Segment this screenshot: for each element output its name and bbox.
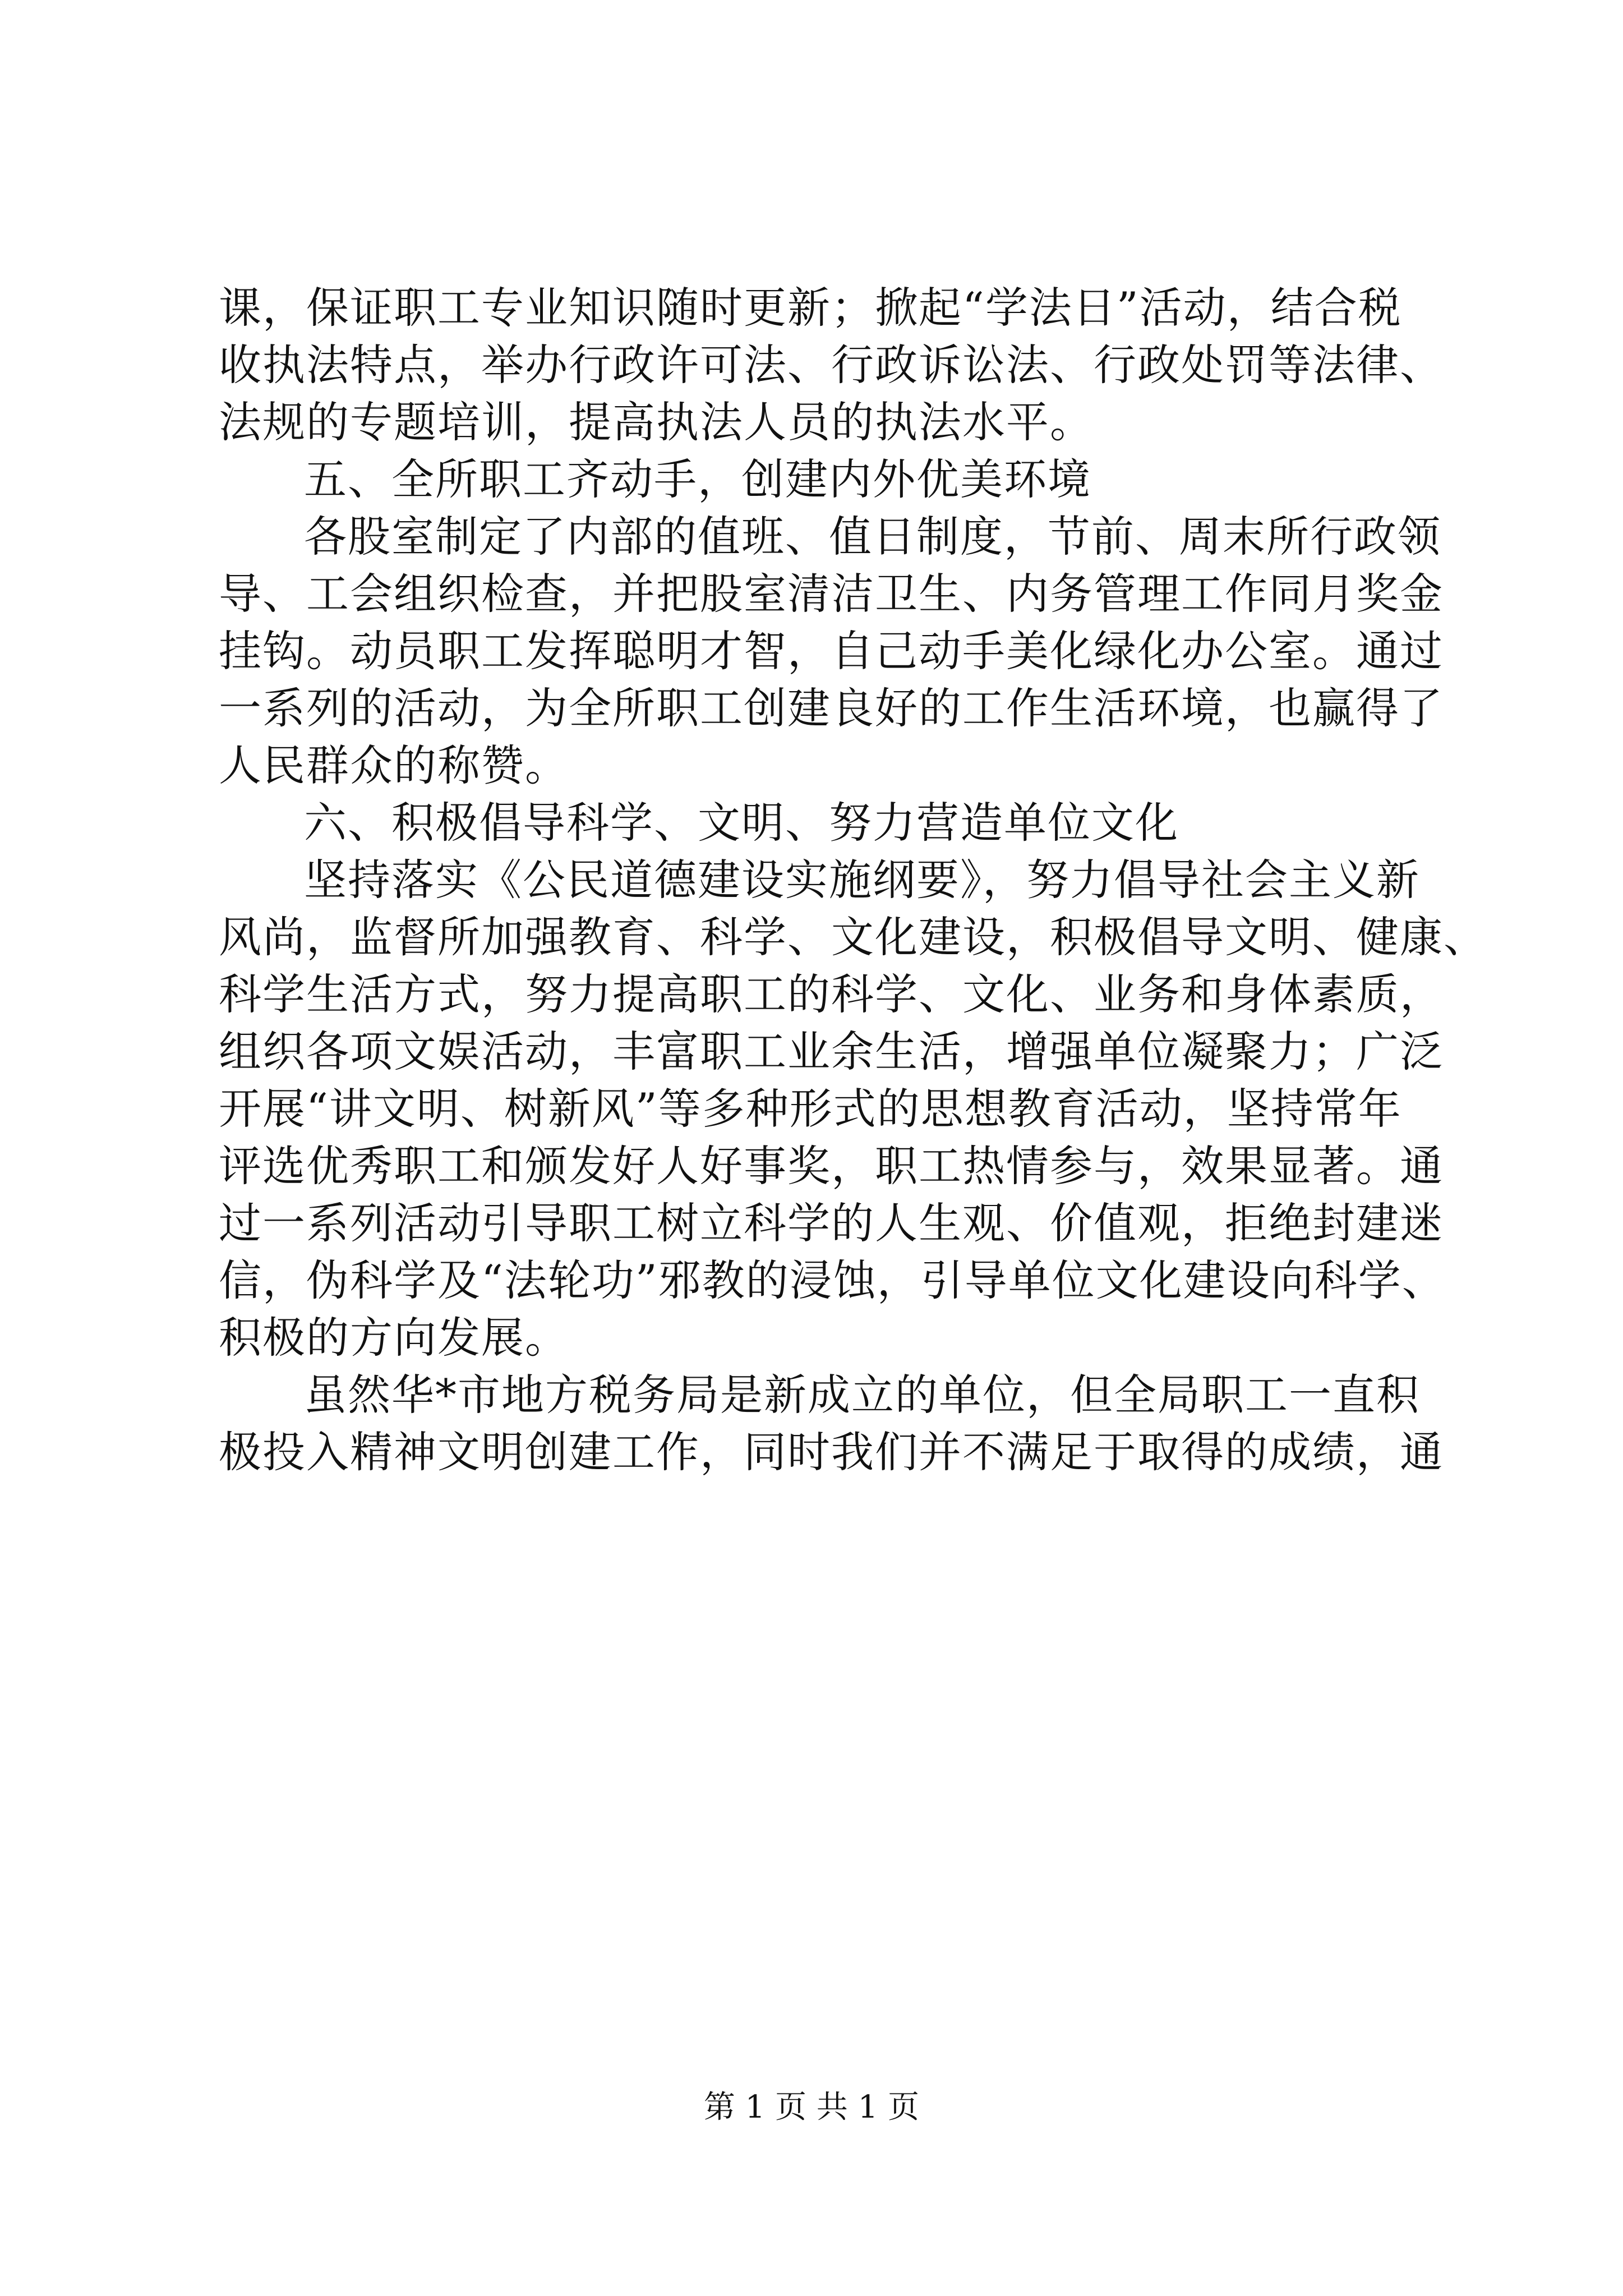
text-line: 坚持落实《公民道德建设实施纲要》，努力倡导社会主义新 [304, 855, 1420, 905]
section-heading: 六、积极倡导科学、文明、努力营造单位文化 [304, 798, 1179, 848]
document-body [219, 279, 1487, 1481]
text-line: 挂钩。动员职工发挥聪明才智，自己动手美化绿化办公室。通过 [219, 626, 1444, 676]
text-line: 科学生活方式，努力提高职工的科学、文化、业务和身体素质， [219, 969, 1444, 1019]
section-heading: 五、全所职工齐动手，创建内外优美环境 [304, 454, 1091, 504]
text-line: 导、工会组织检查，并把股室清洁卫生、内务管理工作同月奖金 [219, 569, 1444, 619]
text-line: 评选优秀职工和颁发好人好事奖，职工热情参与，效果显著。通 [219, 1141, 1444, 1191]
text-line: 风尚，监督所加强教育、科学、文化建设，积极倡导文明、健康、 [219, 912, 1487, 962]
text-line: 各股室制定了内部的值班、值日制度，节前、周末所行政领 [304, 512, 1441, 562]
text-line: 法规的专题培训，提高执法人员的执法水平。 [219, 397, 1094, 447]
text-line: 极投入精神文明创建工作，同时我们并不满足于取得的成绩，通 [219, 1427, 1444, 1477]
text-line: 积极的方向发展。 [219, 1313, 569, 1363]
page-footer: 第 1 页 共 1 页 [703, 2089, 920, 2125]
text-line: 过一系列活动引导职工树立科学的人生观、价值观，拒绝封建迷 [219, 1198, 1444, 1248]
text-line: 课，保证职工专业知识随时更新；掀起“学法日”活动，结合税 [219, 283, 1402, 333]
text-line: 一系列的活动，为全所职工创建良好的工作生活环境，也赢得了 [219, 683, 1444, 733]
text-line: 虽然华*市地方税务局是新成立的单位，但全局职工一直积 [304, 1370, 1420, 1420]
text-line: 人民群众的称赞。 [219, 740, 569, 790]
text-line: 信，伪科学及“法轮功”邪教的浸蚀，引导单位文化建设向科学、 [219, 1255, 1446, 1305]
text-line: 开展“讲文明、树新风”等多种形式的思想教育活动，坚持常年 [219, 1084, 1402, 1134]
text-line: 收执法特点，举办行政许可法、行政诉讼法、行政处罚等法律、 [219, 340, 1444, 390]
text-line: 组织各项文娱活动，丰富职工业余生活，增强单位凝聚力；广泛 [219, 1027, 1444, 1076]
